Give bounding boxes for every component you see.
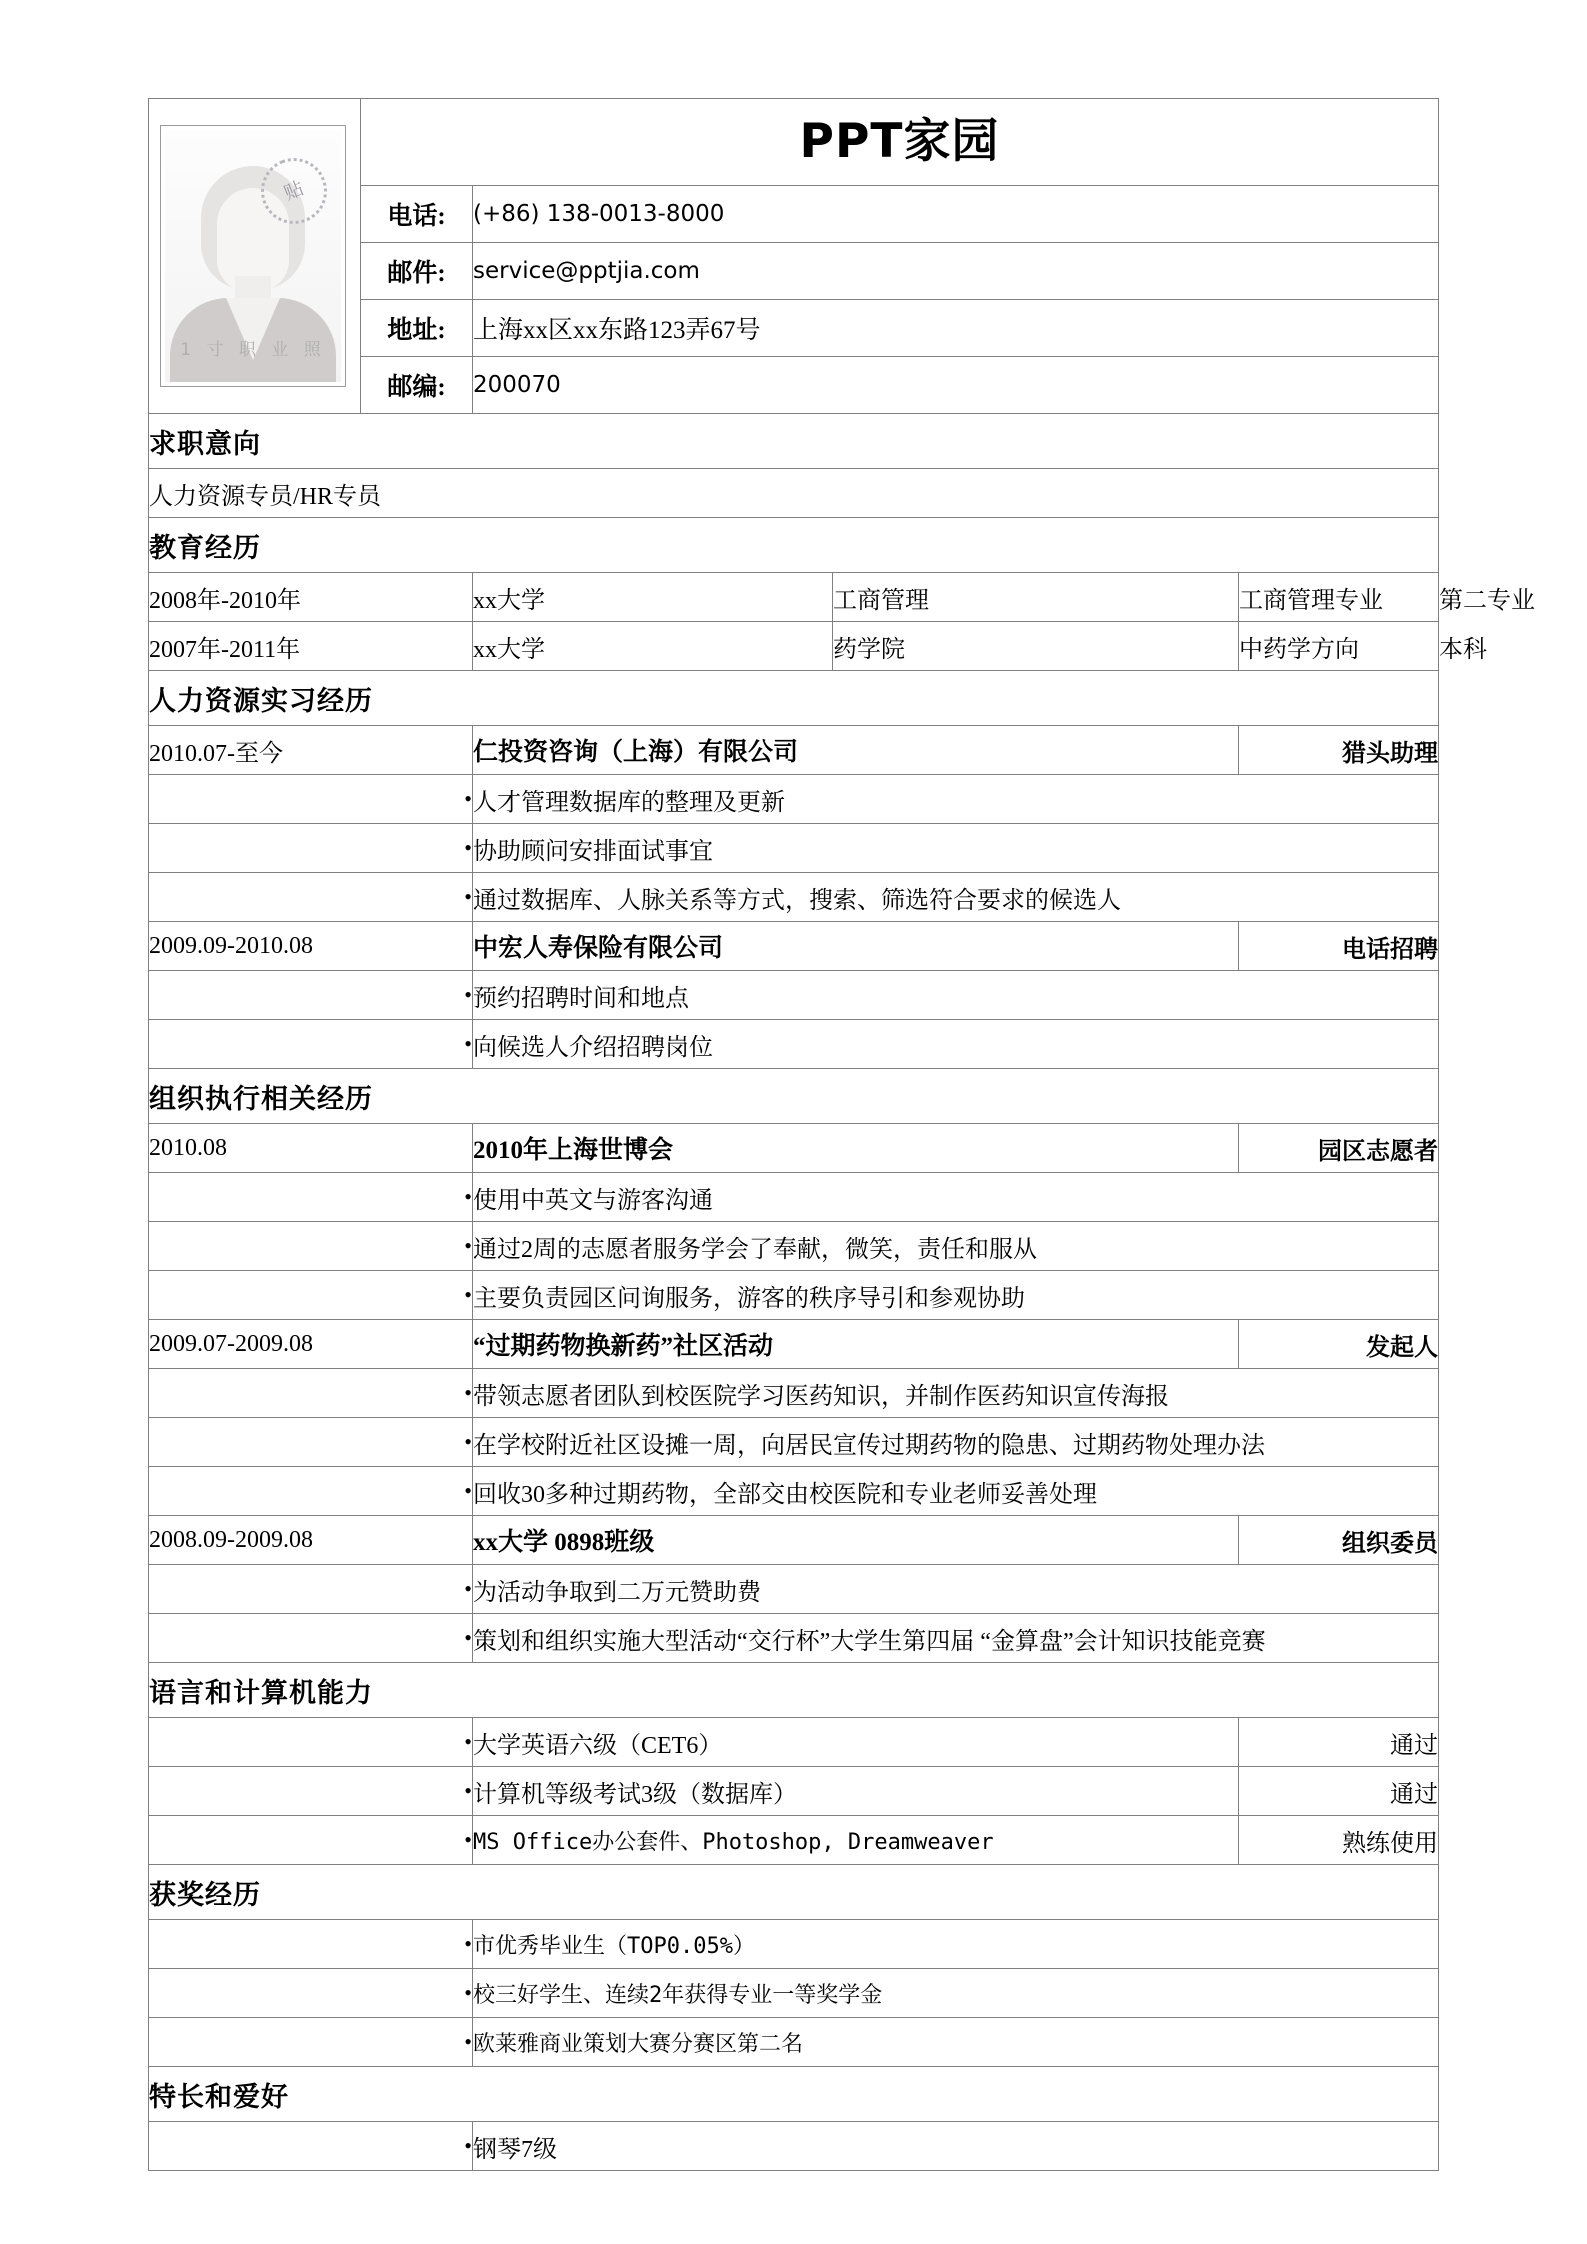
section-header-row [149,1069,1439,1124]
bullet-icon: • [149,1369,473,1418]
bullet-row [149,971,1439,1020]
bullet-row [149,1222,1439,1271]
contact-label-0: 电话: [361,186,473,243]
experience-organization: xx大学 0898班级 [473,1516,1239,1565]
education-college: 药学院 [833,622,1239,671]
bullet-icon: • [149,1271,473,1320]
education-row: 2007年-2011年 xx大学 药学院 中药学方向 本科 [149,622,1439,671]
bullet-row [149,1418,1439,1467]
bullet-text: 在学校附近社区设摊一周，向居民宣传过期药物的隐患、过期药物处理办法 [473,1418,1439,1467]
experience-header-row [149,1516,1439,1565]
experience-organization: 2010年上海世博会 [473,1124,1239,1173]
section-title-education: 教育经历 [149,518,1439,573]
award-text: 市优秀毕业生（TOP0.05%） [473,1920,1439,1969]
bullet-icon: • [149,1614,473,1663]
bullet-icon: • [149,2018,473,2067]
bullet-row [149,775,1439,824]
bullet-icon: • [149,1816,473,1865]
bullet-text: 为活动争取到二万元赞助费 [473,1565,1439,1614]
bullet-text: 主要负责园区问询服务，游客的秩序导引和参观协助 [473,1271,1439,1320]
education-school: xx大学 [473,622,833,671]
bullet-icon: • [149,1467,473,1516]
bullet-icon: • [149,873,473,922]
section-header-row [149,1865,1439,1920]
bullet-row [149,1369,1439,1418]
bullet-row [149,1173,1439,1222]
experience-role: 组织委员 [1239,1516,1439,1565]
award-row [149,1969,1439,2018]
experience-header-row [149,1320,1439,1369]
section-header-row [149,2067,1439,2122]
bullet-text: 带领志愿者团队到校医院学习医药知识，并制作医药知识宣传海报 [473,1369,1439,1418]
hobby-text: 钢琴7级 [473,2122,1439,2171]
award-row [149,2018,1439,2067]
education-row: 2008年-2010年 xx大学 工商管理 工商管理专业 第二专业 [149,573,1439,622]
bullet-icon: • [149,824,473,873]
skill-level: 通过 [1239,1718,1439,1767]
section-title-hr-internship: 人力资源实习经历 [149,671,1439,726]
skill-row [149,1718,1439,1767]
bullet-text: 协助顾问安排面试事宜 [473,824,1439,873]
section-title-hobbies: 特长和爱好 [149,2067,1439,2122]
bullet-row [149,1271,1439,1320]
objective-value: 人力资源专员/HR专员 [149,469,1439,518]
experience-period: 2010.08 [149,1124,473,1173]
contact-value-0: (+86) 138-0013-8000 [473,186,1439,243]
bullet-row [149,873,1439,922]
photo-cell [149,99,361,414]
education-period: 2007年-2011年 [149,622,473,671]
bullet-row [149,1614,1439,1663]
experience-role: 发起人 [1239,1320,1439,1369]
education-period: 2008年-2010年 [149,573,473,622]
bullet-text: 人才管理数据库的整理及更新 [473,775,1439,824]
experience-period: 2010.07-至今 [149,726,473,775]
experience-period: 2008.09-2009.08 [149,1516,473,1565]
bullet-row [149,1467,1439,1516]
skill-text: 计算机等级考试3级（数据库） [473,1767,1239,1816]
section-title-objective: 求职意向 [149,414,1439,469]
bullet-icon: • [149,1173,473,1222]
hobby-row [149,2122,1439,2171]
section-title-organization: 组织执行相关经历 [149,1069,1439,1124]
contact-label-2: 地址: [361,300,473,357]
education-major: 中药学方向 [1239,622,1439,671]
bullet-icon: • [149,971,473,1020]
award-row [149,1920,1439,1969]
bullet-row [149,1565,1439,1614]
education-major: 工商管理专业 [1239,573,1439,622]
section-header-row [149,414,1439,469]
bullet-icon: • [149,1969,473,2018]
bullet-text: 向候选人介绍招聘岗位 [473,1020,1439,1069]
bullet-icon: • [149,775,473,824]
photo-caption: 1 寸 职 业 照 [180,340,326,360]
experience-header-row [149,1124,1439,1173]
skill-level: 熟练使用 [1239,1816,1439,1865]
experience-period: 2009.09-2010.08 [149,922,473,971]
bullet-icon: • [149,1565,473,1614]
bullet-icon: • [149,2122,473,2171]
photo-stamp-icon: 贴 [251,148,337,234]
header-row [149,99,1439,186]
section-header-row [149,518,1439,573]
applicant-name: PPT家园 [799,114,1000,170]
experience-organization: 仁投资咨询（上海）有限公司 [473,726,1239,775]
contact-value-2: 上海xx区xx东路123弄67号 [473,300,1439,357]
page-title [361,99,1439,186]
bullet-text: 策划和组织实施大型活动“交行杯”大学生第四届 “金算盘”会计知识技能竞赛 [473,1614,1439,1663]
skill-row [149,1767,1439,1816]
photo-silhouette [165,130,341,382]
experience-organization: “过期药物换新药”社区活动 [473,1320,1239,1369]
photo-placeholder [160,125,346,387]
section-title-awards: 获奖经历 [149,1865,1439,1920]
experience-header-row [149,922,1439,971]
contact-label-1: 邮件: [361,243,473,300]
section-title-skills: 语言和计算机能力 [149,1663,1439,1718]
education-school: xx大学 [473,573,833,622]
bullet-icon: • [149,1222,473,1271]
bullet-text: 通过2周的志愿者服务学会了奉献，微笑，责任和服从 [473,1222,1439,1271]
contact-label-3: 邮编: [361,357,473,414]
resume-table [148,98,1536,2171]
bullet-row [149,824,1439,873]
bullet-icon: • [149,1920,473,1969]
experience-role: 猎头助理 [1239,726,1439,775]
bullet-row [149,1020,1439,1069]
bullet-text: 回收30多种过期药物，全部交由校医院和专业老师妥善处理 [473,1467,1439,1516]
bullet-text: 预约招聘时间和地点 [473,971,1439,1020]
bullet-text: 通过数据库、人脉关系等方式，搜索、筛选符合要求的候选人 [473,873,1439,922]
education-college: 工商管理 [833,573,1239,622]
experience-header-row [149,726,1439,775]
experience-period: 2009.07-2009.08 [149,1320,473,1369]
experience-role: 园区志愿者 [1239,1124,1439,1173]
resume-sheet [148,98,1536,2171]
contact-value-1: service@pptjia.com [473,243,1439,300]
section-header-row [149,1663,1439,1718]
objective-row [149,469,1439,518]
award-text: 校三好学生、连续2年获得专业一等奖学金 [473,1969,1439,2018]
bullet-icon: • [149,1418,473,1467]
skill-level: 通过 [1239,1767,1439,1816]
experience-role: 电话招聘 [1239,922,1439,971]
bullet-text: 使用中英文与游客沟通 [473,1173,1439,1222]
skill-text: 大学英语六级（CET6） [473,1718,1239,1767]
bullet-icon: • [149,1020,473,1069]
skill-text: MS Office办公套件、Photoshop, Dreamweaver [473,1816,1239,1865]
award-text: 欧莱雅商业策划大赛分赛区第二名 [473,2018,1439,2067]
contact-value-3: 200070 [473,357,1439,414]
section-header-row [149,671,1439,726]
skill-row [149,1816,1439,1865]
experience-organization: 中宏人寿保险有限公司 [473,922,1239,971]
bullet-icon: • [149,1767,473,1816]
bullet-icon: • [149,1718,473,1767]
